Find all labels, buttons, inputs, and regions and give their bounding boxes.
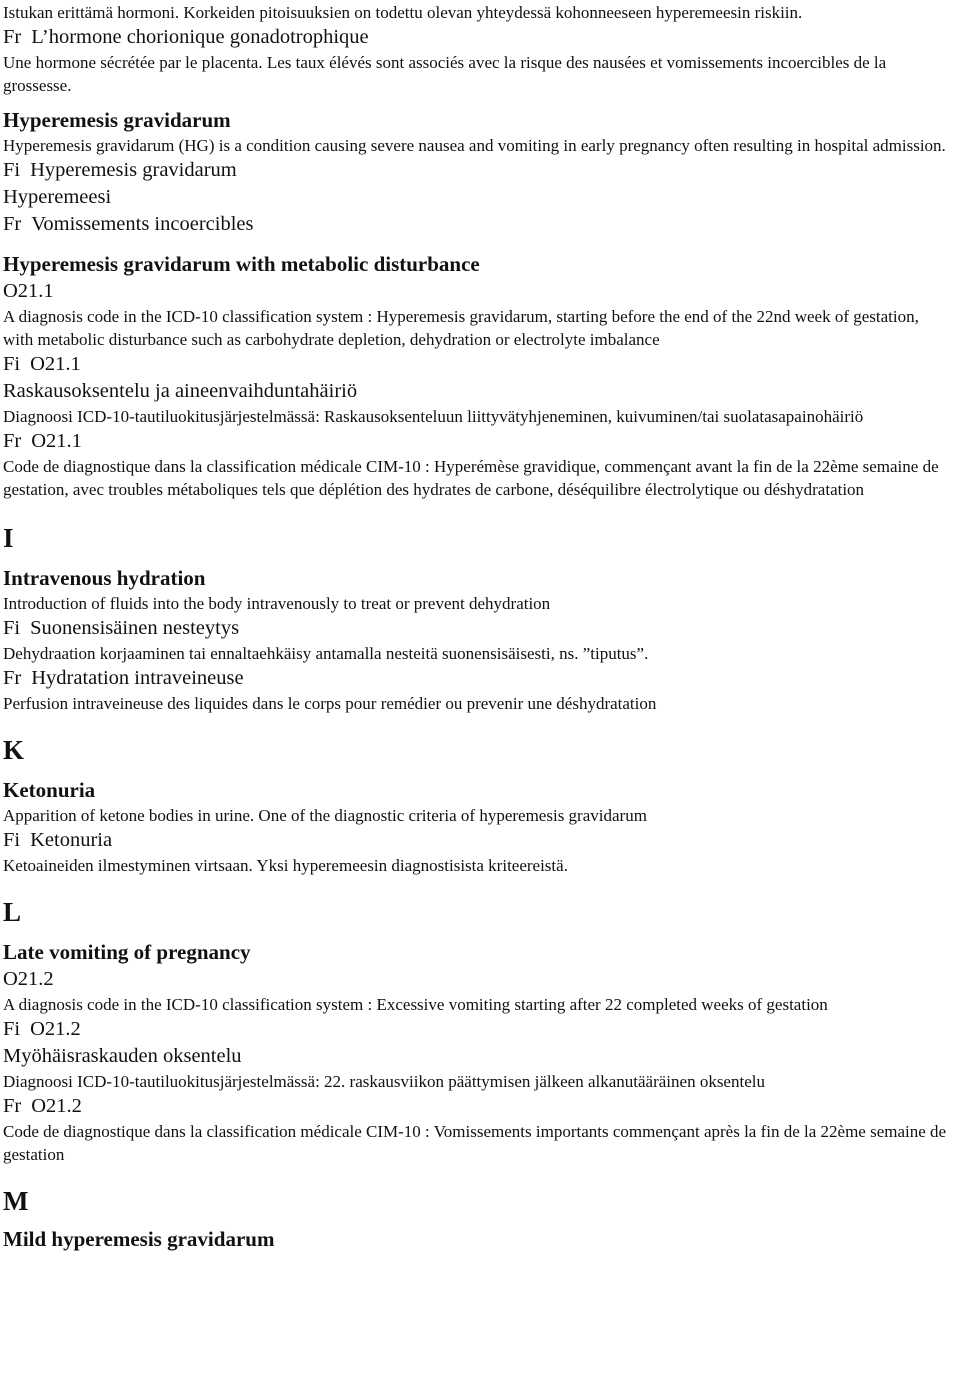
hg-fr-term-line	[3, 211, 960, 238]
lv-fi-code-line	[3, 1016, 960, 1043]
lang-code: Fr	[3, 26, 22, 48]
iv-fi-term-line	[3, 615, 960, 642]
term: Vomissements incoercibles	[31, 213, 254, 235]
entry-title-hg-metabolic: Hyperemesis gravidarum with metabolic disturbance	[3, 252, 480, 276]
lang-code: Fr	[3, 667, 22, 689]
lang-code: Fr	[3, 430, 22, 452]
lv-definition: A diagnosis code in the ICD-10 classification system : Excessive vomiting starting after 22 completed weeks of gestation	[3, 995, 828, 1014]
code: O21.1	[31, 430, 82, 452]
term: Hydratation intraveineuse	[31, 667, 244, 689]
hgm-fi-definition: Diagnoosi ICD-10-tautiluokitusjärjestelmässä: Raskausoksenteluun liittyvätyhjeneminen, kuivuminen/tai suolatasapainohäiriö	[3, 407, 864, 426]
term: Suonensisäinen nesteytys	[30, 617, 240, 639]
hgm-fi-term: Raskausoksentelu ja aineenvaihduntahäiriö	[3, 380, 358, 402]
iv-fi-definition: Dehydraation korjaaminen tai ennaltaehkäisy antamalla nesteitä suonensisäisesti, ns. ”tiputus”.	[3, 644, 649, 663]
hgm-fr-definition: Code de diagnostique dans la classification médicale CIM-10 : Hyperémèse gravidique, commençant avant la fin de la 22ème semaine de gestation, avec troubles métaboliques tels que déplétion des hydrates de carbone, déséquilibre électrolytique ou déshydratation	[3, 457, 939, 499]
hcg-fi-definition: Istukan erittämä hormoni. Korkeiden pitoisuuksien on todettu olevan yhteydessä kohonneeseen hyperemeesin riskiin.	[3, 3, 803, 22]
hgm-fi-code-line	[3, 351, 960, 378]
lang-code: Fi	[3, 617, 21, 639]
glossary-page	[0, 1, 960, 1378]
iv-definition: Introduction of fluids into the body intravenously to treat or prevent dehydration	[3, 594, 551, 613]
iv-fr-term-line	[3, 665, 960, 692]
lv-fr-code-line	[3, 1093, 960, 1120]
lv-fi-term: Myöhäisraskauden oksentelu	[3, 1045, 242, 1067]
ket-definition: Apparition of ketone bodies in urine. One of the diagnostic criteria of hyperemesis gravidarum	[3, 806, 647, 825]
section-letter-l: L	[3, 897, 22, 927]
ket-fi-definition: Ketoaineiden ilmestyminen virtsaan. Yksi hyperemeesin diagnostisista kriteereistä.	[3, 856, 568, 875]
lang-code: Fi	[3, 1018, 21, 1040]
entry-title-mild-hg: Mild hyperemesis gravidarum	[3, 1227, 275, 1251]
code: O21.2	[30, 1018, 81, 1040]
lang-code: Fi	[3, 353, 21, 375]
code: O21.1	[30, 353, 81, 375]
hg-definition: Hyperemesis gravidarum (HG) is a condition causing severe nausea and vomiting in early pregnancy often resulting in hospital admission.	[3, 136, 946, 155]
term: Hyperemesis gravidarum	[30, 159, 237, 181]
entry-title-late-vomiting: Late vomiting of pregnancy	[3, 940, 251, 964]
ket-fi-term-line	[3, 827, 960, 854]
lang-code: Fi	[3, 829, 21, 851]
lv-fi-definition: Diagnoosi ICD-10-tautiluokitusjärjestelmässä: 22. raskausviikon päättymisen jälkeen alkanutääräinen oksentelu	[3, 1072, 765, 1091]
iv-fr-definition: Perfusion intraveineuse des liquides dans le corps pour remédier ou prevenir une déshydratation	[3, 694, 657, 713]
lang-code: Fr	[3, 213, 22, 235]
term: Ketonuria	[30, 829, 113, 851]
hg-fi-alt-term: Hyperemeesi	[3, 186, 112, 208]
lang-code: Fi	[3, 159, 21, 181]
entry-title-hyperemesis-gravidarum: Hyperemesis gravidarum	[3, 108, 231, 132]
hgm-definition: A diagnosis code in the ICD-10 classification system : Hyperemesis gravidarum, starting before the end of the 22nd week of gestation, with metabolic disturbance such as carbohydrate depletion, dehydration or electrolyte imbalance	[3, 307, 919, 349]
lv-fr-definition: Code de diagnostique dans la classification médicale CIM-10 : Vomissements importants commençant après la fin de la 22ème semaine de gestation	[3, 1122, 947, 1164]
section-letter-k: K	[3, 735, 25, 765]
entry-title-intravenous-hydration: Intravenous hydration	[3, 566, 206, 590]
hgm-fr-code-line	[3, 428, 960, 455]
entry-title-ketonuria: Ketonuria	[3, 778, 96, 802]
hg-fi-term-line	[3, 157, 960, 184]
lv-code: O21.2	[3, 968, 54, 990]
code: O21.2	[31, 1095, 82, 1117]
lang-code: Fr	[3, 1095, 22, 1117]
hgm-code: O21.1	[3, 280, 54, 302]
section-letter-m: M	[3, 1186, 29, 1216]
hcg-fr-term-line	[3, 24, 960, 51]
hcg-fr-definition: Une hormone sécrétée par le placenta. Les taux élévés sont associés avec la risque des nausées et vomissements incoercibles de la grossesse.	[3, 53, 887, 95]
term: L’hormone chorionique gonadotrophique	[31, 26, 369, 48]
section-letter-i: I	[3, 523, 14, 553]
